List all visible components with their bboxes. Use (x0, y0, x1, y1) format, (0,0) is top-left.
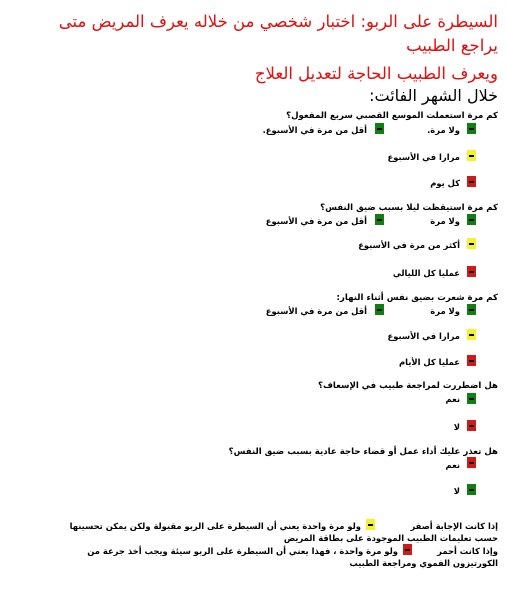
red-indicator-icon (467, 266, 476, 277)
note-yellow-line-2: حسب تعليمات الطبيب الموجودة على بطاقة المريض (283, 533, 498, 543)
q2-option-less-weekly: أقل من مرة في الأسبوع (265, 216, 367, 226)
q2-option-none: ولا مرة (430, 216, 460, 226)
red-indicator-icon (467, 355, 476, 366)
q1-option-daily: كل يوم (430, 178, 460, 188)
note-red-part-b: ولو مرة واحدة ، فهذا يعني أن السيطرة على الربو سيئة ويجب أخذ جرعة من (87, 546, 398, 556)
q2-option-more-weekly: أكثر من مرة في الأسبوع (358, 240, 460, 250)
note-yellow-part-b: ولو مرة واحدة يعني أن السيطرة على الربو مقبولة ولكن يمكن تحسينها (69, 521, 361, 531)
q5-option-yes: نعم (445, 460, 460, 470)
red-indicator-icon (467, 457, 476, 468)
yellow-indicator-icon (467, 329, 476, 340)
note-red-part-a: وإذا كانت أحمر (437, 546, 498, 556)
question-2: كم مرة استيقظت ليلا بسبب ضيق النفس؟ (320, 203, 498, 213)
question-3: كم مرة شعرت بضيق نفس أثناء النهار: (336, 293, 498, 303)
q1-option-less-weekly: أقل من مرة في الأسبوع. (262, 125, 367, 135)
question-1: كم مرة استعملت الموسع القصبي سريع المفعول؟ (286, 111, 498, 121)
title-line-2: يراجع الطبيب (406, 36, 498, 55)
q3-option-daily: عمليا كل الأيام (398, 357, 460, 367)
q4-option-yes: نعم (445, 394, 460, 404)
green-indicator-icon (467, 484, 476, 495)
red-indicator-icon (403, 544, 412, 555)
note-yellow-part-a: إذا كانت الإجابة أصفر (410, 521, 498, 531)
green-indicator-icon (375, 123, 384, 134)
q1-option-often: مرارا في الأسبوع (387, 152, 460, 162)
yellow-indicator-icon (467, 238, 476, 249)
q1-option-none: ولا مرة. (427, 125, 460, 135)
green-indicator-icon (467, 123, 476, 134)
q3-option-often: مرارا في الأسبوع (387, 331, 460, 341)
q4-option-no: لا (453, 422, 460, 432)
red-indicator-icon (467, 420, 476, 431)
question-4: هل اضطررت لمراجعة طبيب في الإسعاف؟ (317, 381, 498, 391)
note-red-line-2: الكورتيزون الفموي ومراجعة الطبيب (349, 558, 498, 568)
green-indicator-icon (467, 304, 476, 315)
title-line-1: السيطرة على الربو: اختبار شخصي من خلاله يعرف المريض متى (58, 12, 498, 31)
green-indicator-icon (467, 214, 476, 225)
question-5: هل تعذر عليك أداء عمل أو قضاء حاجة عادية بسبب ضيق النفس؟ (228, 447, 498, 457)
q3-option-none: ولا مرة (430, 306, 460, 316)
green-indicator-icon (467, 393, 476, 404)
q3-option-less-weekly: أقل من مرة في الأسبوع (265, 306, 367, 316)
title-line-3: ويعرف الطبيب الحاجة لتعديل العلاج (254, 64, 498, 83)
q2-option-nightly: عمليا كل الليالي (392, 268, 460, 278)
green-indicator-icon (375, 214, 384, 225)
green-indicator-icon (375, 304, 384, 315)
q5-option-no: لا (453, 486, 460, 496)
red-indicator-icon (467, 176, 476, 187)
yellow-indicator-icon (366, 519, 375, 530)
subheading: خلال الشهر الفائت: (369, 86, 498, 105)
yellow-indicator-icon (467, 150, 476, 161)
